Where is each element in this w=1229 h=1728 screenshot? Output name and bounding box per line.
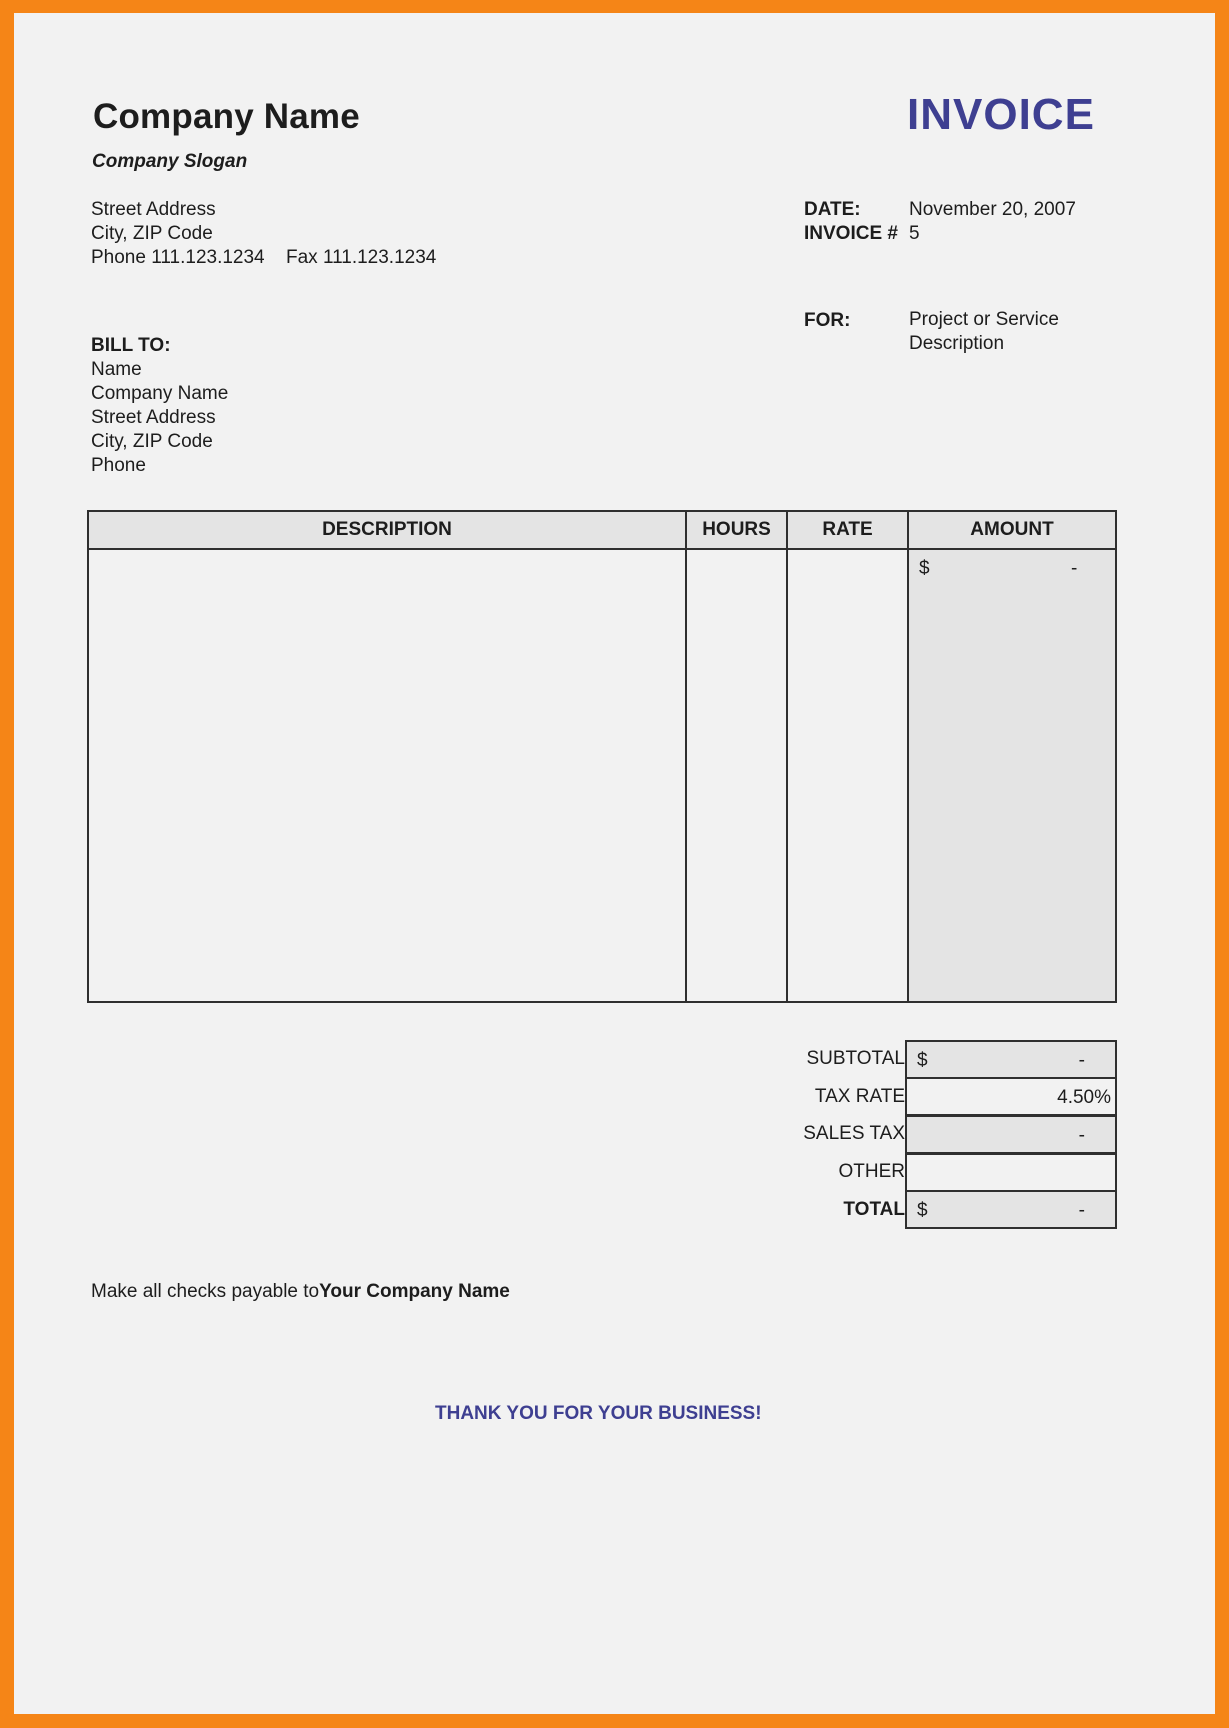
total-label: TOTAL <box>843 1199 905 1220</box>
payable-note <box>91 1281 510 1303</box>
company-slogan: Company Slogan <box>92 151 248 172</box>
sales-tax-box <box>905 1115 1117 1154</box>
total-currency: $ <box>917 1200 928 1221</box>
sales-tax-value: - <box>1078 1125 1085 1146</box>
bill-to-company: Company Name <box>91 383 229 404</box>
other-box <box>905 1153 1117 1192</box>
invoice-page <box>14 13 1215 1714</box>
subtotal-box <box>905 1040 1117 1079</box>
tax-rate-box <box>905 1077 1117 1116</box>
line-items-table <box>87 510 1117 1003</box>
bill-to-label: BILL TO: <box>91 335 171 356</box>
thank-you-message: THANK YOU FOR YOUR BUSINESS! <box>435 1403 762 1424</box>
row-currency: $ <box>919 558 930 579</box>
invoice-number-value: 5 <box>909 223 920 244</box>
date-value: November 20, 2007 <box>909 199 1076 220</box>
subtotal-currency: $ <box>917 1050 928 1071</box>
bill-to-name: Name <box>91 359 142 380</box>
company-phone: Phone 111.123.1234 <box>91 247 265 268</box>
amount-column-shade <box>907 550 1115 1001</box>
company-fax: Fax 111.123.1234 <box>286 247 437 268</box>
sales-tax-label: SALES TAX <box>803 1123 905 1144</box>
for-value-line-1: Project or Service <box>909 309 1059 330</box>
total-box <box>905 1190 1117 1229</box>
header-hours: HOURS <box>702 519 771 540</box>
table-header <box>89 512 1115 550</box>
header-rate: RATE <box>822 519 873 540</box>
subtotal-label: SUBTOTAL <box>806 1048 905 1069</box>
column-divider <box>685 512 687 1001</box>
company-street: Street Address <box>91 199 216 220</box>
other-label: OTHER <box>838 1161 905 1182</box>
company-city: City, ZIP Code <box>91 223 213 244</box>
column-divider <box>786 512 788 1001</box>
bill-to-street: Street Address <box>91 407 216 428</box>
bill-to-city: City, ZIP Code <box>91 431 213 452</box>
total-value: - <box>1078 1200 1085 1221</box>
for-value-line-2: Description <box>909 333 1005 354</box>
company-name: Company Name <box>93 97 360 136</box>
payable-company-name: Your Company Name <box>319 1281 510 1302</box>
invoice-number-label: INVOICE # <box>804 223 898 244</box>
invoice-title: INVOICE <box>907 90 1095 139</box>
tax-rate-label: TAX RATE <box>814 1086 905 1107</box>
header-amount: AMOUNT <box>970 519 1054 540</box>
subtotal-value: - <box>1078 1050 1085 1071</box>
payable-prefix: Make all checks payable to <box>91 1281 320 1302</box>
tax-rate-value: 4.50% <box>1057 1087 1111 1108</box>
date-label: DATE: <box>804 199 861 220</box>
header-description: DESCRIPTION <box>322 519 452 540</box>
bill-to-phone: Phone <box>91 455 146 476</box>
for-label: FOR: <box>804 310 851 331</box>
row-amount: - <box>1071 558 1078 579</box>
column-divider <box>907 512 909 1001</box>
